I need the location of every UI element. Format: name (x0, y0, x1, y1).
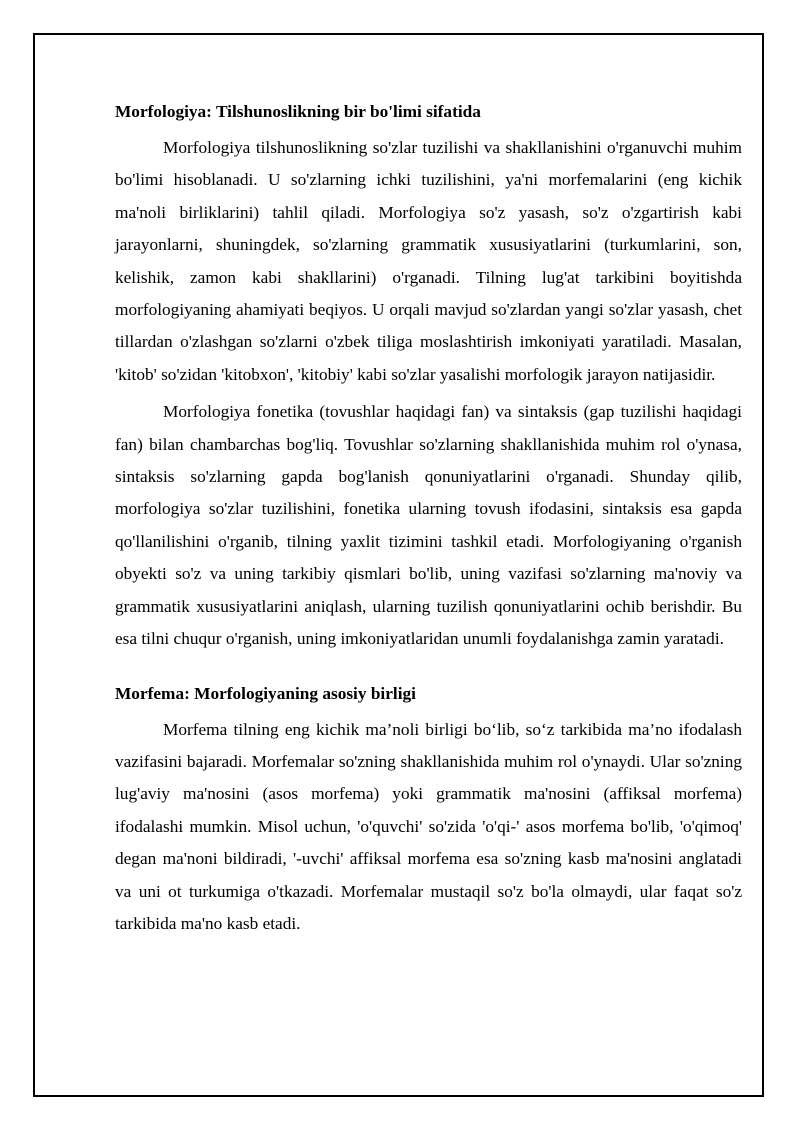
paragraph: Morfologiya fonetika (tovushlar haqidagi fan) va sintaksis (gap tuzilishi haqidagi fan) bilan chambarchas bog'liq. Tovushlar so'zlarning shakllanishida muhim rol o'ynasa, sintaksis so'zlarning gapda bog'lanish qonuniyatlarini o'rganadi. Shunday qilib, morfologiya so'zlar tuzilishini, fonetika ularning tovush ifodasini, sintaksis esa gapda qo'llanilishini o'rganib, tilning yaxlit tizimini tashkil etadi. Morfologiyaning o'rganish obyekti so'z va uning tarkibiy qismlari bo'lib, uning vazifasi so'zlarning ma'noviy va grammatik xususiyatlarini aniqlash, ularning tuzilish qonuniyatlarini ochib berishdir. Bu esa tilni chuqur o'rganish, uning imkoniyatlaridan unumli foydalanishga zamin yaratadi. (115, 402, 742, 649)
document-body (115, 96, 742, 945)
section-heading-morfologiya: Morfologiya: Tilshunoslikning bir bo'limi sifatida (115, 102, 481, 121)
paragraph: Morfema tilning eng kichik ma’noli birligi bo‘lib, so‘z tarkibida ma’no ifodalash vazifasini bajaradi. Morfemalar so'zning shakllanishida muhim rol o'ynaydi. Ular so'zning lug'aviy ma'nosini (asos morfema) yoki grammatik ma'nosini (affiksal morfema) ifodalashi mumkin. Misol uchun, 'o'quvchi' so'zida 'o'qi-' asos morfema bo'lib, 'o'qimoq' degan ma'noni bildiradi, '-uvchi' affiksal morfema esa so'zning kasb ma'nosini anglatadi va uni ot turkumiga o'tkazadi. Morfemalar mustaqil so'z bo'la olmaydi, ular faqat so'z tarkibida ma'no kasb etadi. (115, 719, 742, 933)
paragraph: Morfologiya tilshunoslikning so'zlar tuzilishi va shakllanishini o'rganuvchi muhim bo'limi hisoblanadi. U so'zlarning ichki tuzilishini, ya'ni morfemalarini (eng kichik ma'noli birliklarini) tahlil qiladi. Morfologiya so'z yasash, so'z o'zgartirish kabi jarayonlarni, shuningdek, so'zlarning grammatik xususiyatlarini (turkumlarini, son, kelishik, zamon kabi shakllarini) o'rganadi. Tilning lug'at tarkibini boyitishda morfologiyaning ahamiyati beqiyos. U orqali mavjud so'zlardan yangi so'zlar yasash, chet tillardan o'zlashgan so'zlarni o'zbek tiliga moslashtirish imkoniyati yaratiladi. Masalan, 'kitob' so'zidan 'kitobxon', 'kitobiy' kabi so'zlar yasalishi morfologik jarayon natijasidir. (115, 138, 742, 384)
section-heading-morfema: Morfema: Morfologiyaning asosiy birligi (115, 683, 416, 703)
